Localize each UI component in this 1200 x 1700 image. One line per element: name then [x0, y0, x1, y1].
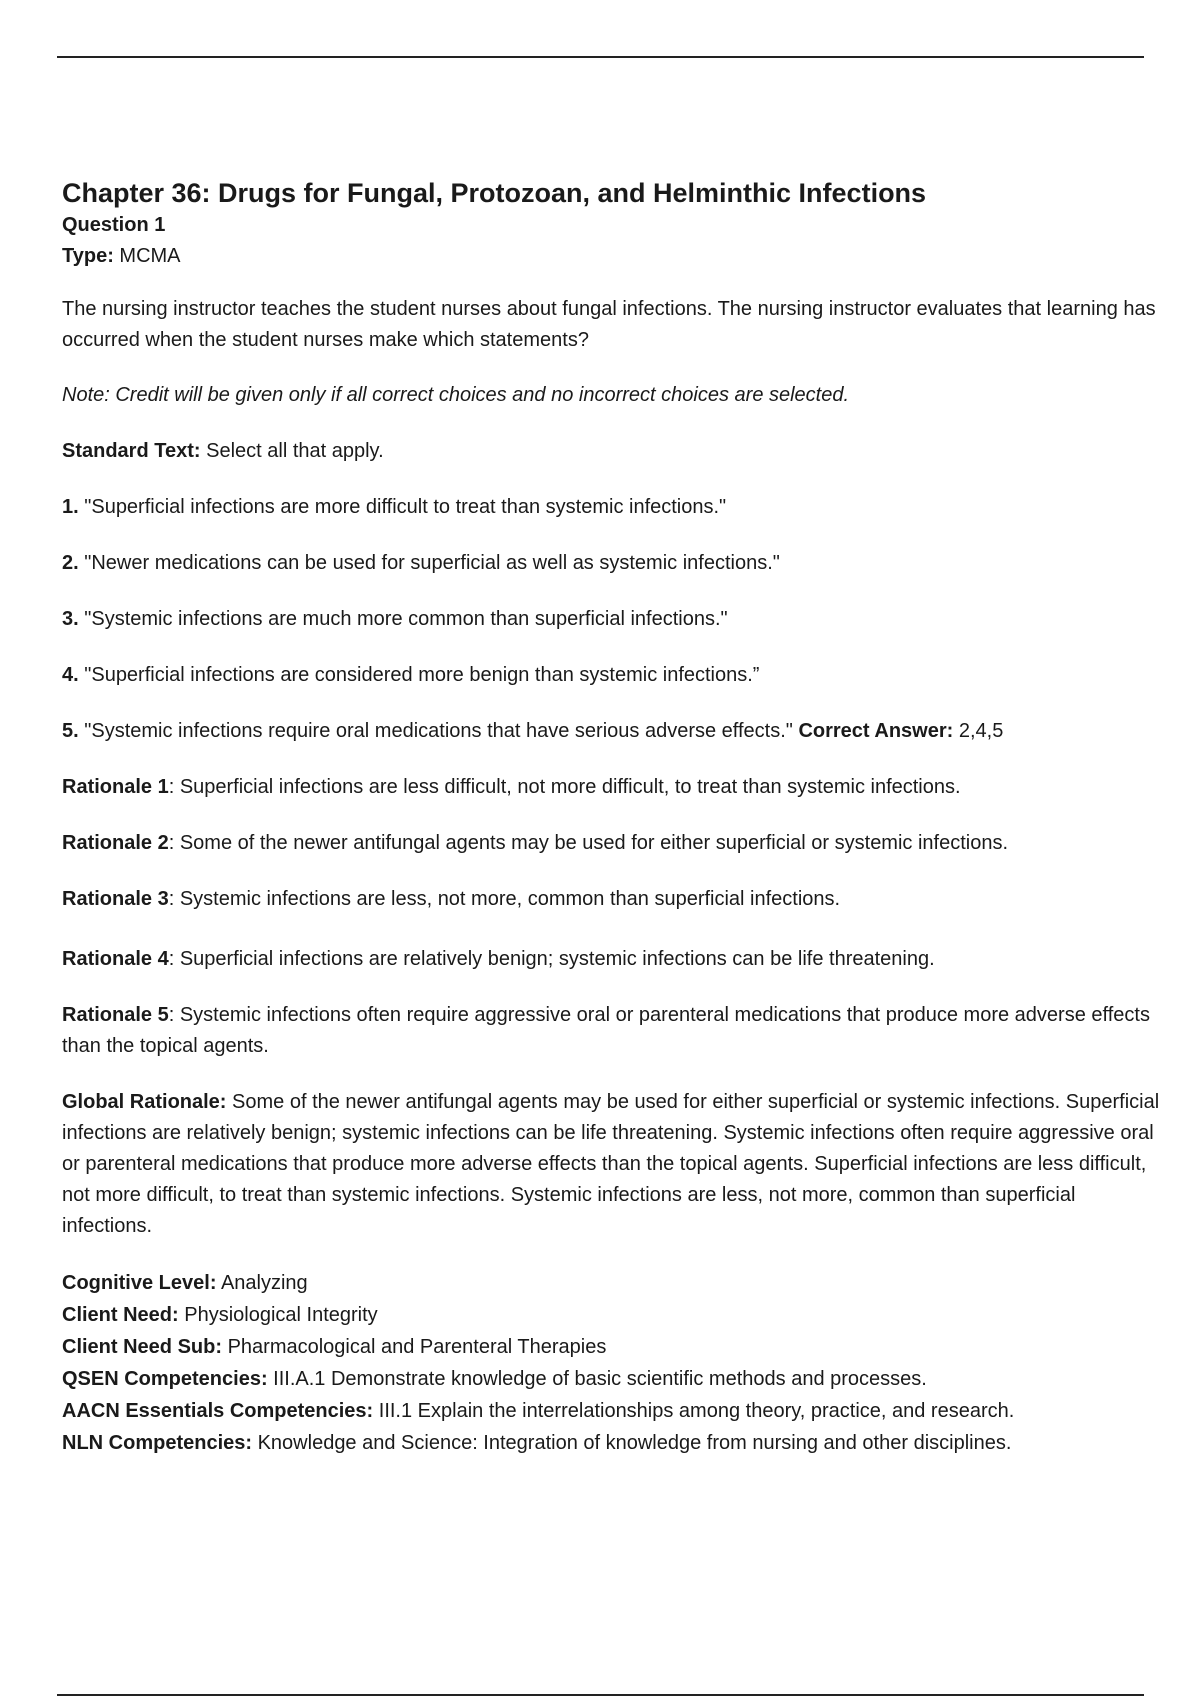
rationale-label: Rationale 4 — [62, 948, 169, 970]
meta-value: Analyzing — [220, 1272, 308, 1294]
global-rationale-label: Global Rationale: — [62, 1091, 227, 1113]
global-rationale-text: Some of the newer antifungal agents may be used for either superficial or systemic infections. Superficial infections are relatively benign; systemic infections can be life threatening. Systemic infections often require aggressive oral or parenteral medications that produce more adverse effects than the topical agents. Superficial infections are less difficult, not more difficult, to treat than systemic infections. Systemic infections are less, not more, common than superficial infections. — [62, 1091, 1160, 1237]
meta-label: Client Need: — [62, 1304, 179, 1326]
rationale-1 — [62, 772, 1162, 803]
question-stem: The nursing instructor teaches the student nurses about fungal infections. The nursing instructor evaluates that learning has occurred when the student nurses make which statements? — [62, 298, 1156, 351]
option-text: "Systemic infections require oral medications that have serious adverse effects." — [84, 720, 793, 742]
nln-competencies — [62, 1427, 1162, 1459]
credit-note: Note: Credit will be given only if all correct choices and no incorrect choices are selected. — [62, 384, 850, 406]
rationale-3 — [62, 884, 1162, 915]
option-text: "Systemic infections are much more common than superficial infections." — [84, 608, 728, 630]
rationale-text: : Superficial infections are less difficult, not more difficult, to treat than systemic infections. — [168, 776, 961, 798]
option-1 — [62, 492, 1162, 523]
chapter-title: Chapter 36: Drugs for Fungal, Protozoan, and Helminthic Infections — [62, 178, 927, 208]
standard-text-value: Select all that apply. — [206, 440, 384, 462]
rationale-label: Rationale 5 — [62, 1004, 169, 1026]
question-type — [62, 241, 1162, 272]
cognitive-level — [62, 1267, 1162, 1299]
standard-text — [62, 436, 1162, 467]
option-number: 5. — [62, 720, 79, 742]
meta-label: Cognitive Level: — [62, 1272, 217, 1294]
correct-answer-label: Correct Answer: — [798, 720, 954, 742]
meta-value: III.A.1 Demonstrate knowledge of basic scientific methods and processes. — [273, 1368, 927, 1390]
meta-label: AACN Essentials Competencies: — [62, 1400, 374, 1422]
meta-value: Pharmacological and Parenteral Therapies — [227, 1336, 607, 1358]
option-4 — [62, 660, 1162, 691]
meta-value: Knowledge and Science: Integration of knowledge from nursing and other disciplines. — [257, 1432, 1012, 1454]
option-5 — [62, 716, 1162, 747]
rationale-text: : Systemic infections are less, not more, common than superficial infections. — [168, 888, 841, 910]
option-2 — [62, 548, 1162, 579]
rationale-4 — [62, 944, 1162, 975]
type-value: MCMA — [119, 245, 181, 267]
meta-label: NLN Competencies: — [62, 1432, 253, 1454]
question-content — [62, 176, 1162, 1459]
rationale-text: : Superficial infections are relatively benign; systemic infections can be life threatening. — [168, 948, 935, 970]
option-number: 1. — [62, 496, 79, 518]
correct-answer-value: 2,4,5 — [958, 720, 1004, 742]
rationale-2 — [62, 828, 1162, 859]
option-number: 3. — [62, 608, 79, 630]
meta-label: QSEN Competencies: — [62, 1368, 268, 1390]
client-need — [62, 1299, 1162, 1331]
meta-value: Physiological Integrity — [184, 1304, 378, 1326]
option-3 — [62, 604, 1162, 635]
qsen-competencies — [62, 1363, 1162, 1395]
global-rationale — [62, 1087, 1162, 1242]
rationale-text: : Systemic infections often require aggressive oral or parenteral medications that produce more adverse effects than the topical agents. — [62, 1004, 1150, 1057]
option-number: 4. — [62, 664, 79, 686]
option-text: "Superficial infections are more difficult to treat than systemic infections." — [84, 496, 727, 518]
option-text: "Newer medications can be used for superficial as well as systemic infections." — [84, 552, 780, 574]
bottom-rule — [57, 1694, 1144, 1696]
option-number: 2. — [62, 552, 79, 574]
aacn-competencies — [62, 1395, 1162, 1427]
question-metadata — [62, 1267, 1162, 1459]
client-need-sub — [62, 1331, 1162, 1363]
option-text: "Superficial infections are considered more benign than systemic infections.” — [84, 664, 760, 686]
rationale-label: Rationale 3 — [62, 888, 169, 910]
rationale-text: : Some of the newer antifungal agents may be used for either superficial or systemic infections. — [168, 832, 1009, 854]
type-label: Type: — [62, 245, 114, 267]
rationale-5 — [62, 1000, 1162, 1062]
standard-text-label: Standard Text: — [62, 440, 201, 462]
question-label: Question 1 — [62, 214, 166, 236]
meta-value: III.1 Explain the interrelationships among theory, practice, and research. — [378, 1400, 1015, 1422]
meta-label: Client Need Sub: — [62, 1336, 223, 1358]
rationale-label: Rationale 2 — [62, 832, 169, 854]
top-rule — [57, 56, 1144, 58]
rationale-label: Rationale 1 — [62, 776, 169, 798]
